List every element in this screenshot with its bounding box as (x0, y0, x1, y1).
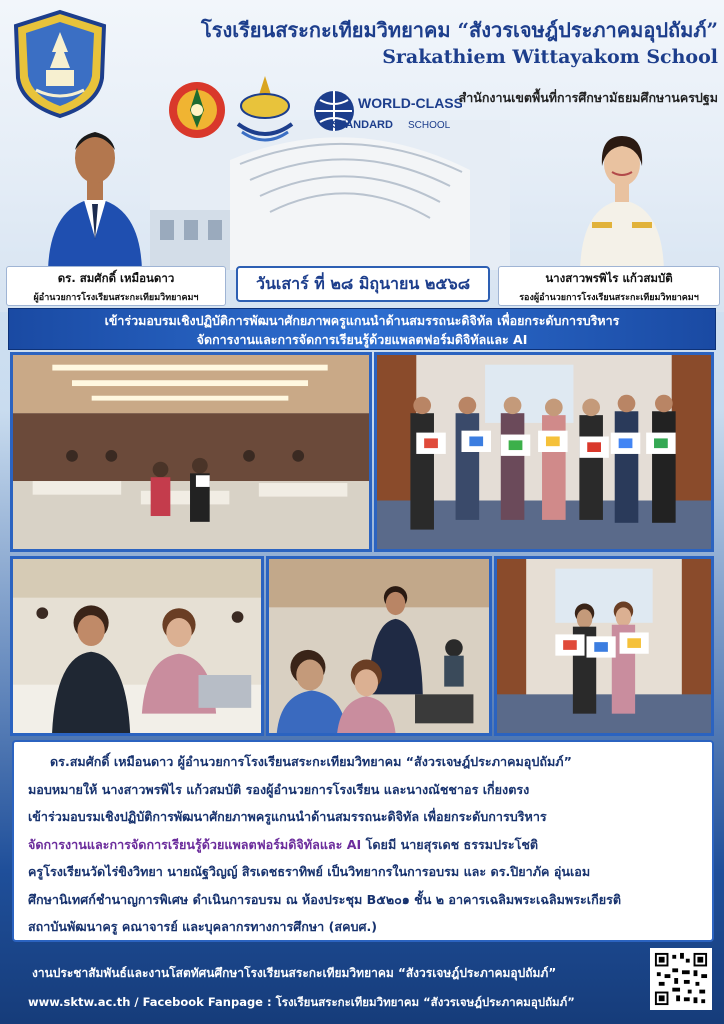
director-role: ผู้อำนวยการโรงเรียนสระกะเทียมวิทยาคมฯ (33, 293, 199, 303)
photo-two-teachers-with-cards (494, 556, 714, 736)
photo-training-room (10, 352, 372, 552)
article-line-7: สถาบันพัฒนาครู คณาจารย์ และบุคลากรทางการศึกษา (สคบศ.) (28, 919, 378, 934)
deputy-director-portrait (576, 126, 668, 270)
article-line-1: ดร.สมศักดิ์ เหมือนดาว ผู้อำนวยการโรงเรียนสระกะเทียมวิทยาคม “สังวรเจษฎ์ประภาคมอุปถัมภ์” (50, 754, 572, 769)
article-line-3: เข้าร่วมอบรมเชิงปฏิบัติการพัฒนาศักยภาพครูแกนนำด้านสมรรถนะดิจิทัล เพื่อยกระดับการบริหาร (28, 809, 547, 824)
director-name-box (6, 266, 226, 306)
school-crest-logo (8, 8, 112, 120)
education-office-name: สำนักงานเขตพื้นที่การศึกษามัธยมศึกษานครปฐม (458, 90, 718, 105)
school-title-english: Srakathiem Wittayakom School (382, 46, 718, 68)
photo-group-with-app-cards (374, 352, 714, 552)
article-line-4-rest: โดยมี นายสุรเดช ธรรมประโชติ (361, 836, 539, 852)
header (0, 0, 724, 312)
director-portrait (40, 118, 150, 270)
article-line-4 (28, 831, 702, 859)
district-office-logo (232, 72, 298, 144)
article-line-2: มอบหมายให้ นางสาวพรพิไร แก้วสมบัติ รองผู้อำนวยการโรงเรียน และนางณัชชาอร เกี่ยงตรง (28, 781, 530, 797)
article-body (12, 740, 714, 942)
svg-text:WORLD-CLASS: WORLD-CLASS (358, 95, 462, 111)
headline-line-1: เข้าร่วมอบรมเชิงปฏิบัติการพัฒนาศักยภาพครูแกนนำด้านสมรรถนะดิจิทัล เพื่อยกระดับการบริหาร (104, 313, 620, 328)
photo-participants-laptops (10, 556, 264, 736)
event-date: วันเสาร์ ที่ ๒๘ มิถุนายน ๒๕๖๘ (236, 266, 490, 302)
photo-speaker-presenting (266, 556, 492, 736)
headline-line-2: จัดการงานและการจัดการเรียนรู้ด้วยแพลตฟอร์มดิจิทัลและ AI (196, 332, 528, 347)
footer-credits: งานประชาสัมพันธ์และงานโสตทัศนศึกษาโรงเรียนสระกะเทียมวิทยาคม “สังวรเจษฎ์ประภาคมอุปถัมภ์” (32, 966, 557, 980)
obec-emblem-logo (166, 70, 228, 148)
deputy-director-name-box (498, 266, 720, 306)
article-line-4-highlight: จัดการงานและการจัดการเรียนรู้ด้วยแพลตฟอร์มดิจิทัลและ AI (28, 836, 362, 852)
article-line-5: ครูโรงเรียนวัดไร่ขิงวิทยา นายณัฐวิญญ์ สิรเดชธราทิพย์ เป็นวิทยากรในการอบรม และ ดร.ปิยาภัค อุ่นเอม (28, 864, 591, 879)
headline-banner (8, 308, 716, 350)
svg-text:STANDARD: STANDARD (332, 119, 393, 131)
qr-code-icon[interactable] (650, 948, 712, 1010)
article-line-6: ศึกษานิเทศก์ชำนาญการพิเศษ ดำเนินการอบรม ณ ห้องประชุม B๕๒๐๑ ชั้น ๒ อาคารเฉลิมพระเฉลิมพระเกียรติ (28, 891, 622, 907)
footer-website-link[interactable]: www.sktw.ac.th / Facebook Fanpage : โรงเรียนสระกะเทียมวิทยาคม “สังวรเจษฎ์ประภาคมอุปถัมภ์” (28, 995, 575, 1009)
deputy-director-name: นางสาวพรพิไร แก้วสมบัติ (545, 271, 673, 285)
svg-text:SCHOOL: SCHOOL (408, 120, 451, 131)
deputy-director-role: รองผู้อำนวยการโรงเรียนสระกะเทียมวิทยาคมฯ (519, 293, 699, 303)
director-name: ดร. สมศักดิ์ เหมือนดาว (57, 271, 175, 285)
school-title-thai: โรงเรียนสระกะเทียมวิทยาคม “สังวรเจษฎ์ประภาคมอุปถัมภ์” (200, 18, 718, 42)
